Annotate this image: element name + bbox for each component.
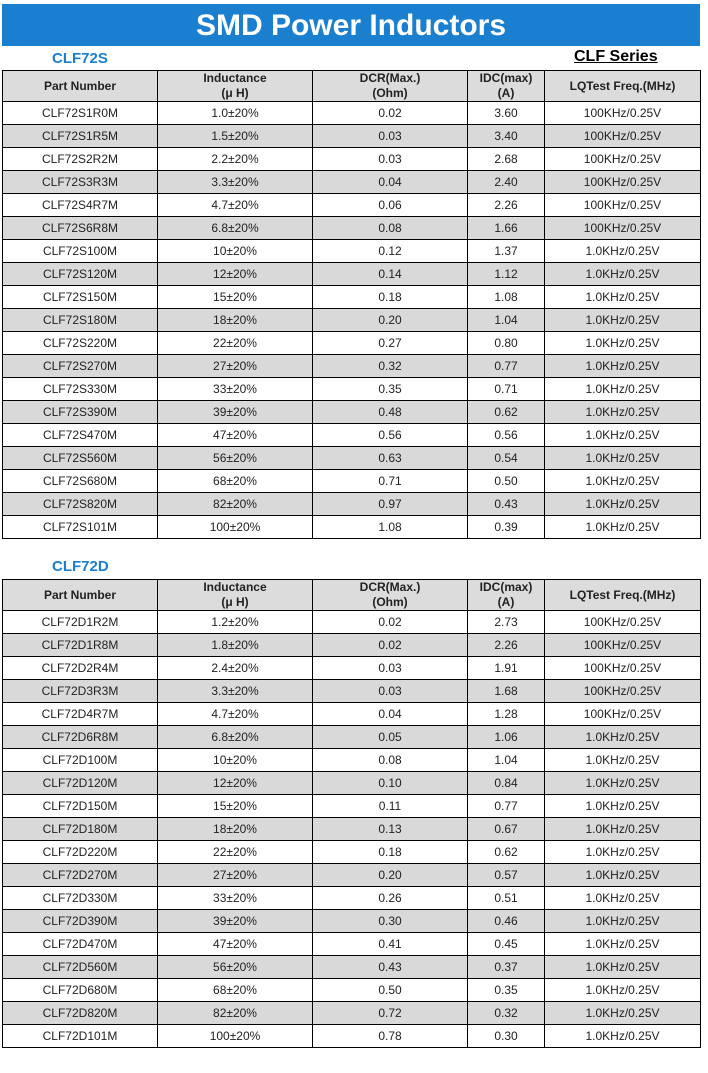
brand-series-label: CLF Series (574, 48, 658, 65)
cell-idc: 2.26 (468, 634, 545, 657)
cell-part-number: CLF72S390M (3, 401, 158, 424)
cell-inductance: 33±20% (158, 887, 313, 910)
cell-test-freq: 1.0KHz/0.25V (545, 933, 701, 956)
cell-part-number: CLF72S2R2M (3, 148, 158, 171)
cell-test-freq: 1.0KHz/0.25V (545, 516, 701, 539)
table-row (3, 772, 701, 795)
cell-inductance: 12±20% (158, 263, 313, 286)
header-part-number: Part Number (3, 71, 158, 102)
cell-part-number: CLF72D101M (3, 1025, 158, 1048)
table-row (3, 263, 701, 286)
cell-test-freq: 1.0KHz/0.25V (545, 470, 701, 493)
cell-dcr: 0.35 (313, 378, 468, 401)
cell-test-freq: 1.0KHz/0.25V (545, 424, 701, 447)
cell-idc: 0.71 (468, 378, 545, 401)
table-row (3, 910, 701, 933)
cell-part-number: CLF72S1R5M (3, 125, 158, 148)
cell-part-number: CLF72S1R0M (3, 102, 158, 125)
cell-dcr: 0.02 (313, 102, 468, 125)
table-row (3, 194, 701, 217)
cell-inductance: 27±20% (158, 355, 313, 378)
cell-test-freq: 1.0KHz/0.25V (545, 841, 701, 864)
cell-test-freq: 100KHz/0.25V (545, 194, 701, 217)
cell-inductance: 6.8±20% (158, 726, 313, 749)
cell-dcr: 0.20 (313, 864, 468, 887)
cell-idc: 0.54 (468, 447, 545, 470)
cell-test-freq: 1.0KHz/0.25V (545, 749, 701, 772)
cell-inductance: 3.3±20% (158, 680, 313, 703)
cell-part-number: CLF72S6R8M (3, 217, 158, 240)
cell-dcr: 0.20 (313, 309, 468, 332)
cell-idc: 2.40 (468, 171, 545, 194)
table-body (3, 102, 701, 539)
table-row (3, 634, 701, 657)
cell-test-freq: 100KHz/0.25V (545, 171, 701, 194)
cell-test-freq: 1.0KHz/0.25V (545, 726, 701, 749)
table-header-row (3, 71, 701, 102)
table-row (3, 148, 701, 171)
table-row (3, 309, 701, 332)
header-test-freq: LQTest Freq.(MHz) (545, 71, 701, 102)
table-row (3, 657, 701, 680)
cell-part-number: CLF72D270M (3, 864, 158, 887)
table-row (3, 726, 701, 749)
cell-part-number: CLF72S180M (3, 309, 158, 332)
cell-idc: 0.35 (468, 979, 545, 1002)
table-row (3, 611, 701, 634)
cell-dcr: 0.18 (313, 841, 468, 864)
cell-part-number: CLF72S820M (3, 493, 158, 516)
cell-idc: 0.45 (468, 933, 545, 956)
cell-inductance: 10±20% (158, 240, 313, 263)
cell-inductance: 15±20% (158, 286, 313, 309)
cell-test-freq: 1.0KHz/0.25V (545, 332, 701, 355)
table-row (3, 332, 701, 355)
series-label-clf72s: CLF72S (52, 50, 108, 67)
table-row (3, 493, 701, 516)
cell-part-number: CLF72D330M (3, 887, 158, 910)
table-header-row (3, 580, 701, 611)
cell-test-freq: 100KHz/0.25V (545, 611, 701, 634)
cell-idc: 3.40 (468, 125, 545, 148)
cell-test-freq: 1.0KHz/0.25V (545, 355, 701, 378)
header-dcr: DCR(Max.) (Ohm) (313, 71, 468, 102)
cell-inductance: 1.8±20% (158, 634, 313, 657)
cell-part-number: CLF72S150M (3, 286, 158, 309)
cell-test-freq: 100KHz/0.25V (545, 102, 701, 125)
cell-idc: 1.06 (468, 726, 545, 749)
cell-dcr: 0.63 (313, 447, 468, 470)
table-row (3, 680, 701, 703)
cell-part-number: CLF72D150M (3, 795, 158, 818)
cell-inductance: 4.7±20% (158, 703, 313, 726)
cell-idc: 0.62 (468, 401, 545, 424)
cell-part-number: CLF72S560M (3, 447, 158, 470)
cell-dcr: 0.03 (313, 657, 468, 680)
cell-idc: 0.67 (468, 818, 545, 841)
cell-part-number: CLF72S120M (3, 263, 158, 286)
cell-test-freq: 1.0KHz/0.25V (545, 263, 701, 286)
cell-part-number: CLF72D680M (3, 979, 158, 1002)
cell-dcr: 1.08 (313, 516, 468, 539)
cell-part-number: CLF72D6R8M (3, 726, 158, 749)
cell-dcr: 0.08 (313, 749, 468, 772)
table-row (3, 818, 701, 841)
cell-dcr: 0.56 (313, 424, 468, 447)
cell-test-freq: 1.0KHz/0.25V (545, 887, 701, 910)
cell-test-freq: 100KHz/0.25V (545, 703, 701, 726)
table-row (3, 401, 701, 424)
cell-idc: 1.08 (468, 286, 545, 309)
cell-inductance: 68±20% (158, 470, 313, 493)
cell-inductance: 6.8±20% (158, 217, 313, 240)
cell-test-freq: 100KHz/0.25V (545, 125, 701, 148)
cell-inductance: 1.5±20% (158, 125, 313, 148)
cell-test-freq: 1.0KHz/0.25V (545, 979, 701, 1002)
cell-dcr: 0.18 (313, 286, 468, 309)
cell-inductance: 1.2±20% (158, 611, 313, 634)
cell-inductance: 3.3±20% (158, 171, 313, 194)
table-row (3, 240, 701, 263)
cell-test-freq: 100KHz/0.25V (545, 680, 701, 703)
cell-idc: 0.80 (468, 332, 545, 355)
cell-part-number: CLF72S101M (3, 516, 158, 539)
cell-idc: 0.56 (468, 424, 545, 447)
cell-test-freq: 100KHz/0.25V (545, 657, 701, 680)
table-row (3, 841, 701, 864)
cell-idc: 1.04 (468, 309, 545, 332)
cell-test-freq: 1.0KHz/0.25V (545, 956, 701, 979)
cell-dcr: 0.12 (313, 240, 468, 263)
spec-table-clf72s (2, 70, 701, 539)
header-test-freq: LQTest Freq.(MHz) (545, 580, 701, 611)
table-row (3, 956, 701, 979)
cell-dcr: 0.27 (313, 332, 468, 355)
table-row (3, 749, 701, 772)
cell-test-freq: 1.0KHz/0.25V (545, 447, 701, 470)
cell-part-number: CLF72S680M (3, 470, 158, 493)
cell-dcr: 0.02 (313, 634, 468, 657)
cell-idc: 0.46 (468, 910, 545, 933)
cell-idc: 0.30 (468, 1025, 545, 1048)
cell-inductance: 4.7±20% (158, 194, 313, 217)
header-idc: IDC(max) (A) (468, 71, 545, 102)
cell-part-number: CLF72D3R3M (3, 680, 158, 703)
cell-test-freq: 1.0KHz/0.25V (545, 401, 701, 424)
cell-idc: 0.57 (468, 864, 545, 887)
cell-idc: 0.37 (468, 956, 545, 979)
cell-inductance: 82±20% (158, 493, 313, 516)
table-row (3, 171, 701, 194)
cell-dcr: 0.13 (313, 818, 468, 841)
cell-part-number: CLF72D820M (3, 1002, 158, 1025)
cell-dcr: 0.97 (313, 493, 468, 516)
cell-idc: 1.28 (468, 703, 545, 726)
table-row (3, 516, 701, 539)
cell-part-number: CLF72D120M (3, 772, 158, 795)
cell-test-freq: 1.0KHz/0.25V (545, 910, 701, 933)
header-idc: IDC(max) (A) (468, 580, 545, 611)
table-row (3, 1002, 701, 1025)
cell-dcr: 0.30 (313, 910, 468, 933)
table-body (3, 611, 701, 1048)
cell-inductance: 22±20% (158, 841, 313, 864)
cell-test-freq: 100KHz/0.25V (545, 217, 701, 240)
table-row (3, 125, 701, 148)
cell-dcr: 0.72 (313, 1002, 468, 1025)
cell-idc: 1.12 (468, 263, 545, 286)
cell-inductance: 2.2±20% (158, 148, 313, 171)
cell-idc: 2.68 (468, 148, 545, 171)
cell-dcr: 0.43 (313, 956, 468, 979)
cell-dcr: 0.03 (313, 148, 468, 171)
cell-part-number: CLF72D390M (3, 910, 158, 933)
cell-idc: 2.73 (468, 611, 545, 634)
cell-inductance: 22±20% (158, 332, 313, 355)
cell-idc: 0.51 (468, 887, 545, 910)
cell-inductance: 56±20% (158, 956, 313, 979)
cell-dcr: 0.48 (313, 401, 468, 424)
cell-dcr: 0.10 (313, 772, 468, 795)
cell-inductance: 56±20% (158, 447, 313, 470)
cell-part-number: CLF72D470M (3, 933, 158, 956)
header-inductance: Inductance (μ H) (158, 71, 313, 102)
cell-dcr: 0.03 (313, 680, 468, 703)
cell-inductance: 100±20% (158, 516, 313, 539)
table-row (3, 703, 701, 726)
cell-inductance: 47±20% (158, 933, 313, 956)
cell-dcr: 0.02 (313, 611, 468, 634)
cell-dcr: 0.04 (313, 703, 468, 726)
cell-part-number: CLF72D2R4M (3, 657, 158, 680)
cell-inductance: 39±20% (158, 910, 313, 933)
series-label-clf72d: CLF72D (52, 558, 109, 575)
table-row (3, 286, 701, 309)
cell-part-number: CLF72S470M (3, 424, 158, 447)
table-row (3, 102, 701, 125)
cell-inductance: 27±20% (158, 864, 313, 887)
cell-test-freq: 1.0KHz/0.25V (545, 309, 701, 332)
cell-part-number: CLF72S3R3M (3, 171, 158, 194)
cell-idc: 1.68 (468, 680, 545, 703)
table-row (3, 355, 701, 378)
cell-inductance: 18±20% (158, 818, 313, 841)
spec-table-clf72d (2, 579, 701, 1048)
cell-inductance: 2.4±20% (158, 657, 313, 680)
table-row (3, 447, 701, 470)
table-row (3, 378, 701, 401)
cell-dcr: 0.06 (313, 194, 468, 217)
cell-idc: 1.91 (468, 657, 545, 680)
table-row (3, 1025, 701, 1048)
cell-test-freq: 1.0KHz/0.25V (545, 378, 701, 401)
cell-part-number: CLF72D100M (3, 749, 158, 772)
header-dcr: DCR(Max.) (Ohm) (313, 580, 468, 611)
cell-part-number: CLF72S270M (3, 355, 158, 378)
cell-test-freq: 1.0KHz/0.25V (545, 864, 701, 887)
header-inductance: Inductance (μ H) (158, 580, 313, 611)
cell-dcr: 0.50 (313, 979, 468, 1002)
cell-idc: 0.62 (468, 841, 545, 864)
cell-dcr: 0.32 (313, 355, 468, 378)
table-row (3, 864, 701, 887)
cell-test-freq: 1.0KHz/0.25V (545, 1025, 701, 1048)
cell-idc: 1.66 (468, 217, 545, 240)
cell-idc: 0.84 (468, 772, 545, 795)
cell-test-freq: 1.0KHz/0.25V (545, 1002, 701, 1025)
cell-inductance: 100±20% (158, 1025, 313, 1048)
cell-test-freq: 1.0KHz/0.25V (545, 286, 701, 309)
table-row (3, 424, 701, 447)
cell-inductance: 39±20% (158, 401, 313, 424)
cell-dcr: 0.78 (313, 1025, 468, 1048)
cell-part-number: CLF72D180M (3, 818, 158, 841)
cell-dcr: 0.11 (313, 795, 468, 818)
table-row (3, 933, 701, 956)
table-row (3, 795, 701, 818)
cell-idc: 0.77 (468, 355, 545, 378)
table-row (3, 979, 701, 1002)
cell-dcr: 0.04 (313, 171, 468, 194)
cell-test-freq: 100KHz/0.25V (545, 634, 701, 657)
cell-idc: 3.60 (468, 102, 545, 125)
cell-inductance: 18±20% (158, 309, 313, 332)
cell-part-number: CLF72S220M (3, 332, 158, 355)
cell-inductance: 68±20% (158, 979, 313, 1002)
cell-part-number: CLF72D4R7M (3, 703, 158, 726)
cell-inductance: 15±20% (158, 795, 313, 818)
table-row (3, 887, 701, 910)
cell-test-freq: 1.0KHz/0.25V (545, 818, 701, 841)
cell-part-number: CLF72S100M (3, 240, 158, 263)
cell-test-freq: 1.0KHz/0.25V (545, 795, 701, 818)
cell-idc: 0.43 (468, 493, 545, 516)
cell-dcr: 0.71 (313, 470, 468, 493)
cell-part-number: CLF72S4R7M (3, 194, 158, 217)
cell-dcr: 0.08 (313, 217, 468, 240)
cell-dcr: 0.03 (313, 125, 468, 148)
table-row (3, 470, 701, 493)
cell-test-freq: 100KHz/0.25V (545, 148, 701, 171)
cell-dcr: 0.41 (313, 933, 468, 956)
cell-inductance: 47±20% (158, 424, 313, 447)
cell-test-freq: 1.0KHz/0.25V (545, 772, 701, 795)
cell-idc: 1.37 (468, 240, 545, 263)
cell-dcr: 0.05 (313, 726, 468, 749)
cell-idc: 1.04 (468, 749, 545, 772)
cell-part-number: CLF72D1R8M (3, 634, 158, 657)
cell-idc: 0.50 (468, 470, 545, 493)
cell-part-number: CLF72D1R2M (3, 611, 158, 634)
cell-inductance: 82±20% (158, 1002, 313, 1025)
cell-part-number: CLF72D220M (3, 841, 158, 864)
cell-idc: 0.32 (468, 1002, 545, 1025)
cell-test-freq: 1.0KHz/0.25V (545, 240, 701, 263)
cell-idc: 0.77 (468, 795, 545, 818)
cell-inductance: 10±20% (158, 749, 313, 772)
cell-inductance: 12±20% (158, 772, 313, 795)
cell-dcr: 0.26 (313, 887, 468, 910)
cell-idc: 0.39 (468, 516, 545, 539)
cell-idc: 2.26 (468, 194, 545, 217)
table-row (3, 217, 701, 240)
cell-dcr: 0.14 (313, 263, 468, 286)
cell-inductance: 1.0±20% (158, 102, 313, 125)
cell-inductance: 33±20% (158, 378, 313, 401)
cell-test-freq: 1.0KHz/0.25V (545, 493, 701, 516)
cell-part-number: CLF72D560M (3, 956, 158, 979)
page-title: SMD Power Inductors (2, 4, 700, 46)
cell-part-number: CLF72S330M (3, 378, 158, 401)
header-part-number: Part Number (3, 580, 158, 611)
